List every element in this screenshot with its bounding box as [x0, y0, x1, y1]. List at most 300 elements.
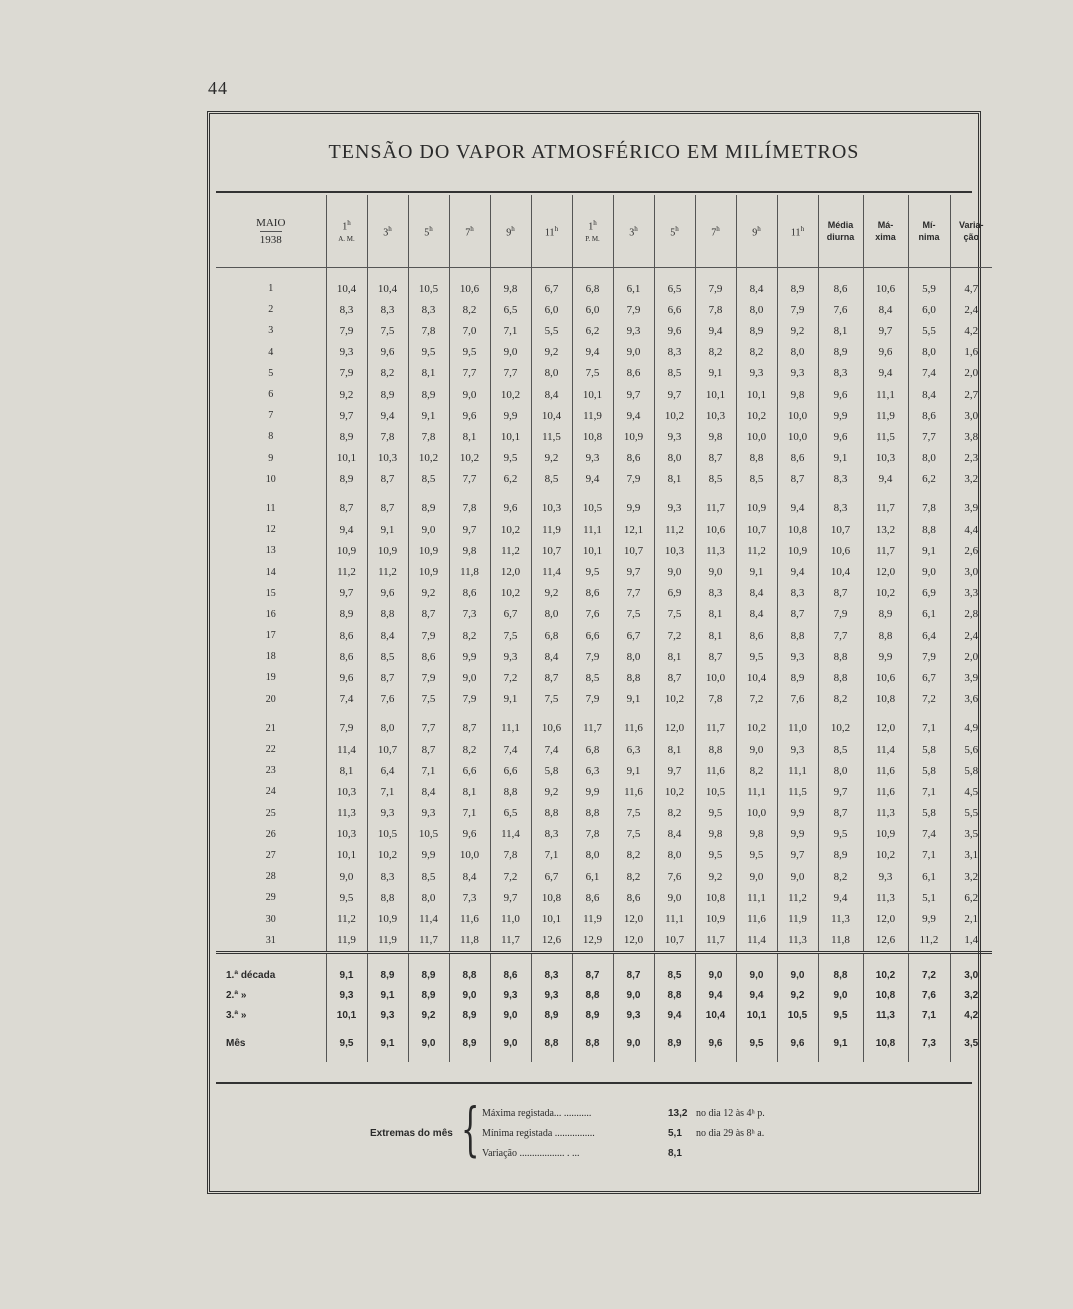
value-cell: 10,2 — [818, 718, 863, 739]
value-cell: 9,4 — [695, 320, 736, 341]
value-cell: 9,4 — [777, 561, 818, 582]
value-cell: 11,1 — [736, 887, 777, 908]
spacer-cell — [777, 268, 818, 279]
value-cell: 9,1 — [695, 363, 736, 384]
day-cell: 14 — [265, 566, 276, 578]
value-cell: 10,0 — [695, 667, 736, 688]
summary-value: 9,1 — [818, 1034, 863, 1054]
value-cell: 8,3 — [326, 299, 367, 320]
value-cell: 10,6 — [863, 278, 908, 299]
value-cell: 11,9 — [777, 908, 818, 929]
value-cell: 10,1 — [572, 540, 613, 561]
spacer-cell — [449, 490, 490, 498]
month-header — [216, 195, 326, 268]
value-cell: 9,3 — [326, 342, 367, 363]
day-cell: 2 — [268, 304, 274, 316]
value-cell: 10,3 — [367, 448, 408, 469]
value-cell: 13,2 — [863, 519, 908, 540]
value-cell: 11,2 — [367, 561, 408, 582]
value-cell: 7,6 — [654, 866, 695, 887]
spacer-cell — [695, 1054, 736, 1062]
value-cell: 7,1 — [908, 781, 950, 802]
value-cell: 8,7 — [326, 498, 367, 519]
value-cell: 7,1 — [367, 781, 408, 802]
summary-value: 8,8 — [572, 1034, 613, 1054]
value-cell: 9,2 — [408, 583, 449, 604]
day-cell: 12 — [265, 524, 276, 536]
value-cell: 7,2 — [490, 667, 531, 688]
table-row — [216, 426, 992, 447]
value-cell: 8,3 — [695, 583, 736, 604]
summary-value: 8,3 — [531, 966, 572, 986]
value-cell: 6,1 — [908, 866, 950, 887]
value-cell: 6,1 — [572, 866, 613, 887]
summary-value: 9,0 — [449, 986, 490, 1006]
value-cell: 10,6 — [531, 718, 572, 739]
value-cell: 3,9 — [950, 498, 992, 519]
value-cell: 10,1 — [531, 908, 572, 929]
value-cell: 7,1 — [490, 320, 531, 341]
value-cell: 8,8 — [367, 887, 408, 908]
summary-value: 8,8 — [531, 1034, 572, 1054]
value-cell: 8,8 — [572, 803, 613, 824]
table-row — [216, 845, 992, 866]
extreme-value: 5,1 — [668, 1128, 682, 1139]
summary-value: 8,6 — [490, 966, 531, 986]
summary-value: 8,9 — [408, 986, 449, 1006]
summary-value: 8,8 — [572, 986, 613, 1006]
value-cell: 10,2 — [654, 781, 695, 802]
summary-value: 9,3 — [326, 986, 367, 1006]
value-cell: 2,0 — [950, 646, 992, 667]
value-cell: 6,4 — [908, 625, 950, 646]
spacer-cell — [490, 1054, 531, 1062]
hour-mark: h — [511, 224, 515, 233]
value-cell: 8,9 — [408, 498, 449, 519]
value-cell: 7,4 — [908, 363, 950, 384]
value-cell: 11,3 — [326, 803, 367, 824]
value-cell: 6,7 — [908, 667, 950, 688]
summary-label: 1.ª década — [226, 970, 276, 982]
value-cell: 6,4 — [367, 760, 408, 781]
value-cell: 9,9 — [863, 646, 908, 667]
value-cell: 8,6 — [326, 646, 367, 667]
table-row — [216, 278, 992, 299]
summary-value: 9,1 — [367, 986, 408, 1006]
spacer-cell — [490, 1026, 531, 1034]
value-cell: 8,3 — [408, 299, 449, 320]
value-cell: 6,9 — [654, 583, 695, 604]
value-cell: 3,1 — [950, 845, 992, 866]
value-cell: 9,0 — [654, 561, 695, 582]
value-cell: 3,6 — [950, 689, 992, 710]
value-cell: 11,9 — [572, 405, 613, 426]
value-cell: 11,9 — [863, 405, 908, 426]
spacer-cell — [777, 952, 818, 966]
value-cell: 8,8 — [531, 803, 572, 824]
day-cell: 26 — [265, 828, 276, 840]
hour-header — [654, 195, 695, 268]
value-cell: 6,6 — [654, 299, 695, 320]
value-cell: 9,9 — [777, 824, 818, 845]
extreme-note: no dia 12 às 4ʰ p. — [696, 1108, 765, 1119]
summary-value: 10,2 — [863, 966, 908, 986]
summary-value: 9,5 — [818, 1006, 863, 1026]
value-cell: 11,3 — [777, 930, 818, 953]
spacer-cell — [613, 490, 654, 498]
value-cell: 10,2 — [654, 689, 695, 710]
value-cell: 8,7 — [408, 739, 449, 760]
value-cell: 5,8 — [908, 739, 950, 760]
title-divider — [216, 191, 972, 193]
extreme-value: 8,1 — [668, 1148, 682, 1159]
value-cell: 8,2 — [613, 845, 654, 866]
value-cell: 5,8 — [950, 760, 992, 781]
value-cell: 8,8 — [613, 667, 654, 688]
hour-value: 1 — [342, 221, 348, 233]
value-cell: 7,7 — [490, 363, 531, 384]
table-row — [216, 908, 992, 929]
value-cell: 9,6 — [449, 824, 490, 845]
spacer-cell — [613, 1054, 654, 1062]
table-row — [216, 320, 992, 341]
value-cell: 12,6 — [531, 930, 572, 953]
spacer-cell — [695, 268, 736, 279]
spacer-cell — [863, 1054, 908, 1062]
value-cell: 7,8 — [367, 426, 408, 447]
day-cell: 19 — [265, 672, 276, 684]
value-cell: 10,7 — [531, 540, 572, 561]
value-cell: 7,1 — [908, 845, 950, 866]
value-cell: 9,2 — [531, 448, 572, 469]
summary-value: 7,6 — [908, 986, 950, 1006]
value-cell: 4,4 — [950, 519, 992, 540]
value-cell: 9,4 — [572, 342, 613, 363]
value-cell: 9,3 — [572, 448, 613, 469]
value-cell: 9,4 — [863, 363, 908, 384]
table-row — [216, 583, 992, 604]
value-cell: 8,9 — [736, 320, 777, 341]
value-cell: 10,3 — [531, 498, 572, 519]
value-cell: 7,8 — [449, 498, 490, 519]
spacer-cell — [654, 490, 695, 498]
spacer-cell — [654, 1054, 695, 1062]
value-cell: 3,5 — [950, 824, 992, 845]
value-cell: 10,9 — [777, 540, 818, 561]
hour-mark: h — [388, 224, 392, 233]
value-cell: 1,4 — [950, 930, 992, 953]
value-cell: 11,5 — [531, 426, 572, 447]
summary-row — [216, 1034, 992, 1054]
value-cell: 10,5 — [367, 824, 408, 845]
value-cell: 11,5 — [863, 426, 908, 447]
value-cell: 9,1 — [908, 540, 950, 561]
value-cell: 6,8 — [572, 278, 613, 299]
value-cell: 8,1 — [449, 426, 490, 447]
spacer-cell — [818, 268, 863, 279]
value-cell: 7,9 — [572, 689, 613, 710]
value-cell: 11,7 — [572, 718, 613, 739]
summary-value: 3,5 — [950, 1034, 992, 1054]
hour-value: 7 — [711, 227, 717, 239]
summary-value: 7,1 — [908, 1006, 950, 1026]
extreme-name: Mínima registada ................ — [482, 1128, 595, 1139]
value-cell: 9,0 — [449, 384, 490, 405]
value-cell: 10,0 — [736, 426, 777, 447]
value-cell: 3,2 — [950, 469, 992, 490]
value-cell: 8,6 — [908, 405, 950, 426]
value-cell: 9,8 — [490, 278, 531, 299]
value-cell: 9,7 — [818, 781, 863, 802]
value-cell: 11,6 — [736, 908, 777, 929]
value-cell: 11,3 — [695, 540, 736, 561]
value-cell: 10,1 — [490, 426, 531, 447]
value-cell: 7,9 — [326, 320, 367, 341]
hour-mark: h — [634, 224, 638, 233]
value-cell: 7,2 — [908, 689, 950, 710]
spacer-cell — [613, 268, 654, 279]
value-cell: 10,7 — [654, 930, 695, 953]
value-cell: 11,1 — [777, 760, 818, 781]
value-cell: 7,1 — [449, 803, 490, 824]
hour-header — [490, 195, 531, 268]
value-cell: 7,6 — [777, 689, 818, 710]
value-cell: 11,4 — [531, 561, 572, 582]
value-cell: 6,2 — [572, 320, 613, 341]
spacer-cell — [695, 952, 736, 966]
day-cell: 28 — [265, 871, 276, 883]
header-row — [216, 195, 992, 268]
value-cell: 9,8 — [695, 426, 736, 447]
spacer-cell — [367, 1026, 408, 1034]
summary-value: 8,9 — [572, 1006, 613, 1026]
spacer-cell — [367, 268, 408, 279]
value-cell: 10,3 — [695, 405, 736, 426]
value-cell: 8,3 — [777, 583, 818, 604]
hour-value: 9 — [506, 227, 512, 239]
value-cell: 8,0 — [531, 363, 572, 384]
spacer-cell — [863, 268, 908, 279]
table-row — [216, 299, 992, 320]
value-cell: 8,6 — [613, 887, 654, 908]
table-row — [216, 760, 992, 781]
value-cell: 8,6 — [777, 448, 818, 469]
value-cell: 9,7 — [863, 320, 908, 341]
value-cell: 8,2 — [736, 760, 777, 781]
value-cell: 12,0 — [863, 561, 908, 582]
spacer-cell — [531, 1026, 572, 1034]
value-cell: 8,1 — [695, 625, 736, 646]
value-cell: 10,3 — [654, 540, 695, 561]
value-cell: 6,3 — [572, 760, 613, 781]
vapor-tension-table — [216, 195, 992, 1062]
day-cell: 25 — [265, 807, 276, 819]
value-cell: 10,6 — [818, 540, 863, 561]
value-cell: 7,9 — [572, 646, 613, 667]
value-cell: 8,7 — [777, 469, 818, 490]
value-cell: 8,7 — [695, 646, 736, 667]
summary-value: 8,8 — [818, 966, 863, 986]
value-cell: 5,5 — [531, 320, 572, 341]
value-cell: 9,3 — [863, 866, 908, 887]
value-cell: 10,7 — [613, 540, 654, 561]
value-cell: 9,9 — [908, 908, 950, 929]
value-cell: 10,3 — [326, 781, 367, 802]
hour-mark: h — [716, 224, 720, 233]
value-cell: 7,8 — [572, 824, 613, 845]
value-cell: 9,6 — [818, 384, 863, 405]
value-cell: 9,1 — [408, 405, 449, 426]
value-cell: 8,2 — [695, 342, 736, 363]
value-cell: 7,3 — [449, 604, 490, 625]
page-title: TENSÃO DO VAPOR ATMOSFÉRICO EM MILÍMETROS — [328, 141, 860, 163]
header-text: Má- — [877, 220, 894, 230]
value-cell: 9,2 — [695, 866, 736, 887]
spacer-cell — [449, 952, 490, 966]
value-cell: 7,9 — [777, 299, 818, 320]
value-cell: 8,9 — [326, 604, 367, 625]
value-cell: 11,3 — [863, 887, 908, 908]
value-cell: 8,7 — [367, 498, 408, 519]
value-cell: 9,2 — [531, 583, 572, 604]
spacer-cell — [216, 1026, 326, 1034]
value-cell: 8,9 — [818, 342, 863, 363]
value-cell: 8,6 — [572, 887, 613, 908]
value-cell: 11,7 — [695, 718, 736, 739]
value-cell: 8,1 — [695, 604, 736, 625]
value-cell: 10,8 — [863, 689, 908, 710]
hour-period: P. M. — [585, 235, 600, 244]
summary-value: 8,7 — [572, 966, 613, 986]
spacer-cell — [908, 952, 950, 966]
value-cell: 8,2 — [818, 866, 863, 887]
summary-value: 9,6 — [777, 1034, 818, 1054]
value-cell: 10,2 — [408, 448, 449, 469]
spacer-cell — [531, 268, 572, 279]
value-cell: 10,8 — [531, 887, 572, 908]
day-cell: 20 — [265, 693, 276, 705]
spacer-cell — [818, 1026, 863, 1034]
value-cell: 11,7 — [408, 930, 449, 953]
summary-value: 9,3 — [367, 1006, 408, 1026]
spacer-cell — [613, 710, 654, 718]
spacer-cell — [572, 1054, 613, 1062]
value-cell: 3,9 — [950, 667, 992, 688]
hour-mark: h — [347, 218, 351, 227]
value-cell: 8,9 — [777, 667, 818, 688]
header-text: Média — [827, 220, 854, 230]
value-cell: 8,5 — [695, 469, 736, 490]
day-cell: 21 — [265, 722, 276, 734]
value-cell: 7,2 — [490, 866, 531, 887]
spacer-cell — [326, 952, 367, 966]
value-cell: 8,7 — [367, 469, 408, 490]
spacer-cell — [695, 710, 736, 718]
value-cell: 8,0 — [531, 604, 572, 625]
spacer-cell — [654, 268, 695, 279]
value-cell: 5,8 — [531, 760, 572, 781]
day-cell: 27 — [265, 849, 276, 861]
value-cell: 10,5 — [572, 498, 613, 519]
spacer-cell — [216, 710, 326, 718]
day-cell: 31 — [265, 934, 276, 946]
spacer-cell — [863, 710, 908, 718]
spacer-cell — [695, 1026, 736, 1034]
value-cell: 9,4 — [777, 498, 818, 519]
header-text: ção — [963, 232, 979, 242]
value-cell: 6,1 — [908, 604, 950, 625]
value-cell: 9,3 — [777, 363, 818, 384]
table-row — [216, 448, 992, 469]
value-cell: 6,9 — [908, 583, 950, 604]
value-cell: 8,2 — [367, 363, 408, 384]
extreme-note: no dia 29 às 8ʰ a. — [696, 1128, 765, 1139]
table-row — [216, 718, 992, 739]
value-cell: 8,9 — [326, 469, 367, 490]
value-cell: 2,8 — [950, 604, 992, 625]
spacer-cell — [326, 1026, 367, 1034]
hour-mark: h — [675, 224, 679, 233]
day-cell: 1 — [268, 283, 274, 295]
value-cell: 9,5 — [572, 561, 613, 582]
hour-mark: h — [554, 224, 559, 233]
mean-header — [818, 195, 863, 268]
value-cell: 9,3 — [654, 498, 695, 519]
value-cell: 8,9 — [326, 426, 367, 447]
value-cell: 9,6 — [449, 405, 490, 426]
value-cell: 7,8 — [908, 498, 950, 519]
hour-value: 3 — [629, 227, 635, 239]
value-cell: 9,8 — [736, 824, 777, 845]
value-cell: 8,3 — [531, 824, 572, 845]
value-cell: 6,2 — [908, 469, 950, 490]
value-cell: 8,0 — [367, 718, 408, 739]
value-cell: 5,5 — [950, 803, 992, 824]
summary-value: 9,2 — [777, 986, 818, 1006]
value-cell: 11,2 — [326, 561, 367, 582]
extreme-name: Variação .................. . ... — [482, 1148, 580, 1159]
summary-value: 9,0 — [736, 966, 777, 986]
spacer-cell — [449, 1054, 490, 1062]
value-cell: 6,6 — [449, 760, 490, 781]
day-cell: 30 — [265, 913, 276, 925]
spacer-cell — [863, 490, 908, 498]
value-cell: 10,3 — [326, 824, 367, 845]
value-cell: 8,3 — [818, 363, 863, 384]
spacer-cell — [367, 1054, 408, 1062]
spacer-cell — [950, 1026, 992, 1034]
summary-value: 9,3 — [613, 1006, 654, 1026]
value-cell: 11,4 — [863, 739, 908, 760]
value-cell: 7,5 — [654, 604, 695, 625]
spacer-cell — [818, 710, 863, 718]
value-cell: 9,1 — [367, 519, 408, 540]
value-cell: 10,9 — [863, 824, 908, 845]
value-cell: 12,0 — [613, 930, 654, 953]
value-cell: 10,2 — [490, 519, 531, 540]
spacer-cell — [326, 490, 367, 498]
value-cell: 10,9 — [695, 908, 736, 929]
value-cell: 8,1 — [654, 739, 695, 760]
value-cell: 10,4 — [326, 278, 367, 299]
spacer-cell — [326, 268, 367, 279]
value-cell: 9,4 — [613, 405, 654, 426]
value-cell: 2,1 — [950, 908, 992, 929]
hour-value: 5 — [424, 227, 430, 239]
value-cell: 12,0 — [654, 718, 695, 739]
value-cell: 8,6 — [613, 363, 654, 384]
hour-header — [572, 195, 613, 268]
